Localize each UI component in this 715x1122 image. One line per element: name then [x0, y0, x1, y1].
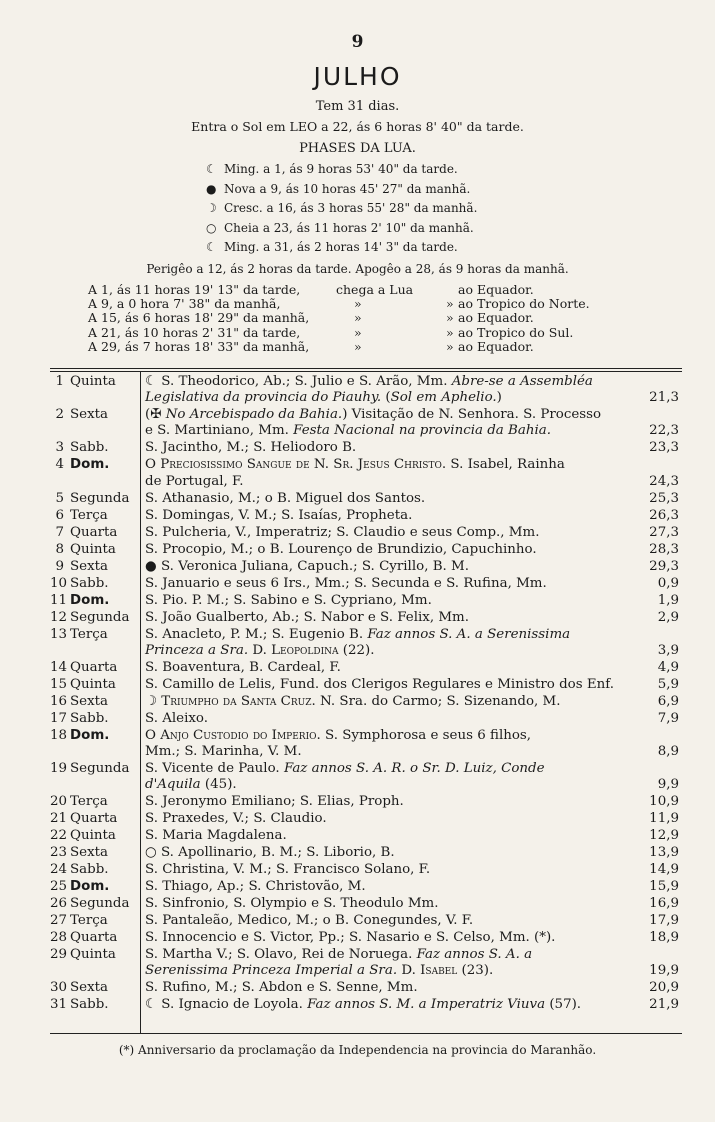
day-entry [145, 711, 625, 727]
weekday: Quinta [70, 541, 116, 557]
perigee-line: Perigêo a 12, ás 2 horas da tarde. Apogêo a 28, ás 9 horas da manhã. [146, 262, 569, 276]
weekday: Quinta [70, 374, 116, 389]
lunar-event-place: ao Tropico do Norte. [458, 296, 590, 312]
weekday: Terça [70, 507, 108, 523]
day-entry-line: S. Martha V.; S. Olavo, Rei de Noruega. Faz annos S. A. a [145, 947, 533, 963]
lunar-event-mark: » [446, 296, 454, 312]
weekday: Sexta [70, 980, 109, 996]
lunar-event-verb: » [354, 338, 362, 354]
day-number: 20 [50, 794, 68, 810]
moon-age: 5,9 [657, 676, 679, 692]
day-entry-line: S. Januario e seus 6 Irs., Mm.; S. Secunda e S. Rufina, Mm. [145, 575, 547, 591]
lunar-event-date: A 21, ás 10 horas 2' 31" da tarde, [88, 324, 301, 340]
day-number: 11 [50, 592, 68, 608]
day-number: 25 [50, 879, 68, 895]
day-number: 2 [55, 407, 64, 423]
day-entry-line: S. Pulcheria, V., Imperatriz; S. Claudio e seus Comp., Mm. [145, 524, 540, 540]
day-entry-line: Mm.; S. Marinha, V. M. [145, 744, 302, 759]
day-number: 15 [50, 676, 68, 692]
day-number: 24 [50, 862, 68, 878]
moon-age: 1,9 [657, 592, 679, 608]
day-entry-line: ● S. Veronica Juliana, Capuch.; S. Cyrillo, B. M. [145, 558, 470, 574]
day-entry-line: S. Domingas, V. M.; S. Isaías, Propheta. [145, 507, 413, 523]
moon-phase-text: Nova a 9, ás 10 horas 45' 27" da manhã. [224, 181, 471, 196]
day-number: 8 [55, 541, 64, 557]
month-title: JULHO [313, 62, 402, 91]
weekday: Terça [70, 626, 108, 642]
weekday: Sabb. [70, 710, 109, 726]
moon-age: 25,3 [649, 490, 679, 506]
day-number: 27 [50, 913, 68, 929]
moon-age: 22,3 [649, 423, 679, 439]
lunar-event-verb: » [354, 324, 362, 340]
day-entry [145, 407, 625, 439]
phases-title: PHASES DA LUA. [299, 141, 416, 156]
weekday: Terça [70, 794, 108, 810]
day-entry-line: S. Maria Magdalena. [145, 828, 287, 844]
weekday: Segunda [70, 609, 130, 625]
day-entry [145, 794, 625, 810]
moon-phase-icon: ☾ [206, 162, 217, 176]
day-entry-line: S. Innocencio e S. Victor, Pp.; S. Nasario e S. Celso, Mm. (*). [145, 930, 556, 946]
day-entry [145, 508, 625, 524]
moon-phase-icon: ○ [206, 220, 217, 235]
day-entry [145, 627, 625, 659]
day-entry-line: (✠ No Arcebispado da Bahia.) Visitação de N. Senhora. S. Processo [145, 407, 602, 423]
weekday: Dom. [70, 879, 110, 895]
day-number: 12 [50, 609, 68, 625]
day-number: 16 [50, 693, 68, 709]
day-entry-line: ☽ Triumpho da Santa Cruz. N. Sra. do Carmo; S. Sizenando, M. [145, 693, 561, 709]
moon-phase-line [206, 182, 470, 196]
day-number: 13 [50, 626, 68, 642]
moon-phase-text: Ming. a 31, ás 2 horas 14' 3" da tarde. [224, 240, 458, 255]
day-entry-line: S. Christina, V. M.; S. Francisco Solano, F. [145, 862, 431, 878]
day-number: 10 [50, 575, 68, 591]
day-entry [145, 440, 625, 456]
weekday: Segunda [70, 761, 130, 776]
day-number: 9 [55, 558, 64, 574]
moon-age: 4,9 [657, 659, 679, 675]
day-number: 19 [50, 761, 68, 776]
lunar-event-verb: » [354, 310, 362, 326]
moon-age: 21,3 [649, 390, 679, 406]
weekday: Sexta [70, 693, 109, 709]
day-entry-line: S. Jeronymo Emiliano; S. Elias, Proph. [145, 794, 404, 810]
day-number: 3 [55, 440, 64, 456]
weekday: Sabb. [70, 862, 109, 878]
day-number: 29 [50, 947, 68, 963]
day-number: 30 [50, 980, 68, 996]
day-entry [145, 677, 625, 693]
moon-age: 26,3 [649, 507, 679, 523]
moon-phase-line [206, 201, 477, 215]
moon-age: 27,3 [649, 524, 679, 540]
day-entry-line: S. João Gualberto, Ab.; S. Nabor e S. Felix, Mm. [145, 609, 470, 625]
day-entry [145, 862, 625, 878]
day-entry-line: ☾ S. Theodorico, Ab.; S. Julio e S. Arão, Mm. Abre-se a Assembléa [145, 374, 593, 389]
day-entry-line: Serenissima Princeza Imperial a Sra. D. Isabel (23). [145, 963, 494, 979]
moon-age: 13,9 [649, 845, 679, 861]
col-divider-weekday [140, 371, 141, 1034]
day-entry-line: Legislativa da provincia do Piauhy. (Sol em Aphelio.) [145, 390, 502, 406]
moon-phase-text: Cresc. a 16, ás 3 horas 55' 28" da manhã. [224, 201, 478, 216]
moon-age: 0,9 [657, 575, 679, 591]
day-entry [145, 896, 625, 912]
day-entry [145, 811, 625, 827]
day-entry [145, 913, 625, 929]
day-entry [145, 947, 625, 979]
moon-phase-line [206, 240, 458, 254]
lunar-event-date: A 29, ás 7 horas 18' 33" da manhã, [88, 338, 310, 354]
day-entry-line: S. Thiago, Ap.; S. Christovão, M. [145, 879, 366, 895]
day-entry [145, 525, 625, 541]
weekday: Segunda [70, 896, 130, 912]
weekday: Sabb. [70, 997, 109, 1013]
moon-age: 7,9 [657, 710, 679, 726]
weekday: Quarta [70, 811, 118, 827]
day-entry [145, 845, 625, 861]
lunar-event-verb: chega a Lua [336, 282, 414, 297]
moon-age: 3,9 [657, 642, 679, 658]
top-rule-2 [50, 371, 682, 372]
weekday: Sexta [70, 407, 109, 423]
moon-age: 19,9 [649, 963, 679, 979]
day-entry-line: S. Athanasio, M.; o B. Miguel dos Santos. [145, 490, 426, 506]
day-number: 22 [50, 828, 68, 844]
page-number: 9 [351, 32, 364, 52]
day-number: 5 [55, 490, 64, 506]
lunar-event-place: ao Equador. [458, 282, 534, 297]
day-entry [145, 980, 625, 996]
day-entry-line: S. Anacleto, P. M.; S. Eugenio B. Faz annos S. A. a Serenissima [145, 626, 571, 642]
moon-age: 20,9 [649, 980, 679, 996]
moon-age: 21,9 [649, 997, 679, 1013]
day-number: 14 [50, 659, 68, 675]
day-entry-line: S. Pantaleão, Medico, M.; o B. Conegundes, V. F. [145, 913, 474, 929]
bottom-rule [50, 1033, 682, 1034]
day-entry-line: O Anjo Custodio do Imperio. S. Symphorosa e seus 6 filhos, [145, 727, 532, 743]
day-entry [145, 879, 625, 895]
lunar-event-date: A 1, ás 11 horas 19' 13" da tarde, [88, 282, 301, 297]
day-entry-line: S. Sinfronio, S. Olympio e S. Theodulo Mm. [145, 896, 439, 912]
moon-age: 28,3 [649, 541, 679, 557]
lunar-event-date: A 9, a 0 hora 7' 38" da manhã, [88, 296, 281, 312]
moon-age: 18,9 [649, 930, 679, 946]
moon-age: 10,9 [649, 794, 679, 810]
moon-phase-icon: ☽ [206, 201, 217, 216]
day-entry-line: S. Jacintho, M.; S. Heliodoro B. [145, 440, 357, 456]
moon-age: 14,9 [649, 862, 679, 878]
top-rule [50, 368, 682, 369]
day-number: 26 [50, 896, 68, 912]
moon-phase-icon: ☾ [206, 240, 217, 255]
lunar-event-mark: » [446, 324, 454, 340]
weekday: Sexta [70, 558, 109, 574]
day-number: 4 [55, 457, 64, 473]
day-number: 18 [50, 727, 68, 743]
day-entry-line: S. Camillo de Lelis, Fund. dos Clerigos Regulares e Ministro dos Enf. [145, 676, 614, 692]
day-entry-line: O Preciosissimo Sangue de N. Sr. Jesus Christo. S. Isabel, Rainha [145, 457, 565, 473]
weekday: Dom. [70, 592, 110, 608]
day-entry [145, 828, 625, 844]
moon-phase-icon: ● [206, 181, 217, 196]
moon-age: 16,9 [649, 896, 679, 912]
day-entry-line: S. Procopio, M.; o B. Lourenço de Brundizio, Capuchinho. [145, 541, 537, 557]
day-entry-line: S. Aleixo. [145, 710, 209, 726]
moon-age: 12,9 [649, 828, 679, 844]
day-entry-line: S. Vicente de Paulo. Faz annos S. A. R. o Sr. D. Luiz, Conde [145, 761, 545, 776]
day-number: 23 [50, 845, 68, 861]
weekday: Sexta [70, 845, 109, 861]
day-entry [145, 660, 625, 676]
lunar-event-place: ao Equador. [458, 338, 534, 354]
weekday: Sabb. [70, 575, 109, 591]
day-entry [145, 761, 625, 793]
day-entry-line: S. Boaventura, B. Cardeal, F. [145, 659, 341, 675]
moon-age: 11,9 [649, 811, 679, 827]
weekday: Sabb. [70, 440, 109, 456]
moon-age: 8,9 [657, 743, 679, 759]
weekday: Segunda [70, 490, 130, 506]
day-number: 7 [55, 524, 64, 540]
day-entry [145, 542, 625, 558]
weekday: Dom. [70, 727, 110, 743]
day-entry-line: de Portugal, F. [145, 473, 244, 489]
lunar-event-date: A 15, ás 6 horas 18' 29" da manhã, [88, 310, 310, 326]
weekday: Quarta [70, 524, 118, 540]
moon-phase-line [206, 162, 458, 176]
day-number: 6 [55, 507, 64, 523]
lunar-event-place: ao Equador. [458, 310, 534, 326]
day-entry [145, 576, 625, 592]
moon-age: 9,9 [657, 777, 679, 793]
day-number: 28 [50, 930, 68, 946]
day-entry [145, 997, 625, 1013]
weekday: Quinta [70, 828, 116, 844]
day-number: 1 [55, 374, 64, 389]
day-entry-line: ○ S. Apollinario, B. M.; S. Liborio, B. [145, 845, 395, 861]
weekday: Quarta [70, 930, 118, 946]
moon-age: 23,3 [649, 440, 679, 456]
day-entry-line: e S. Martiniano, Mm. Festa Nacional na provincia da Bahia. [145, 423, 552, 439]
day-number: 21 [50, 811, 68, 827]
day-entry [145, 374, 625, 406]
day-entry-line: Princeza a Sra. D. Leopoldina (22). [145, 642, 375, 658]
moon-phase-text: Ming. a 1, ás 9 horas 53' 40" da tarde. [224, 162, 458, 176]
day-entry [145, 559, 625, 575]
moon-phase-text: Cheia a 23, ás 11 horas 2' 10" da manhã. [224, 220, 474, 235]
moon-age: 15,9 [649, 879, 679, 895]
weekday: Quarta [70, 659, 118, 675]
day-entry [145, 694, 625, 710]
days-count: Tem 31 dias. [315, 99, 400, 114]
moon-age: 24,3 [649, 473, 679, 489]
day-number: 17 [50, 710, 68, 726]
day-entry-line: ☾ S. Ignacio de Loyola. Faz annos S. M. a Imperatriz Viuva (57). [145, 997, 582, 1013]
moon-age: 29,3 [649, 558, 679, 574]
day-number: 31 [50, 997, 68, 1013]
day-entry [145, 930, 625, 946]
day-entry-line: S. Praxedes, V.; S. Claudio. [145, 811, 327, 827]
footnote: (*) Anniversario da proclamação da Independencia na provincia do Maranhão. [118, 1043, 597, 1057]
weekday: Quinta [70, 947, 116, 963]
day-entry-line: S. Rufino, M.; S. Abdon e S. Senne, Mm. [145, 980, 418, 996]
day-entry [145, 457, 625, 489]
lunar-event-mark: » [446, 338, 454, 354]
weekday: Dom. [70, 457, 110, 473]
day-entry-line: d'Aquila (45). [145, 777, 237, 793]
moon-age: 2,9 [657, 609, 679, 625]
day-entry [145, 728, 625, 760]
sun-entry: Entra o Sol em LEO a 22, ás 6 horas 8' 40" da tarde. [191, 119, 524, 134]
weekday: Quinta [70, 676, 116, 692]
moon-phase-line [206, 221, 474, 235]
lunar-event-mark: » [446, 310, 454, 326]
day-entry [145, 593, 625, 609]
moon-age: 17,9 [649, 913, 679, 929]
day-entry [145, 610, 625, 626]
lunar-event-verb: » [354, 296, 362, 312]
moon-age: 6,9 [657, 693, 679, 709]
day-entry-line: S. Pio. P. M.; S. Sabino e S. Cypriano, Mm. [145, 592, 432, 608]
day-entry [145, 491, 625, 507]
weekday: Terça [70, 913, 108, 929]
lunar-event-place: ao Tropico do Sul. [458, 324, 574, 340]
